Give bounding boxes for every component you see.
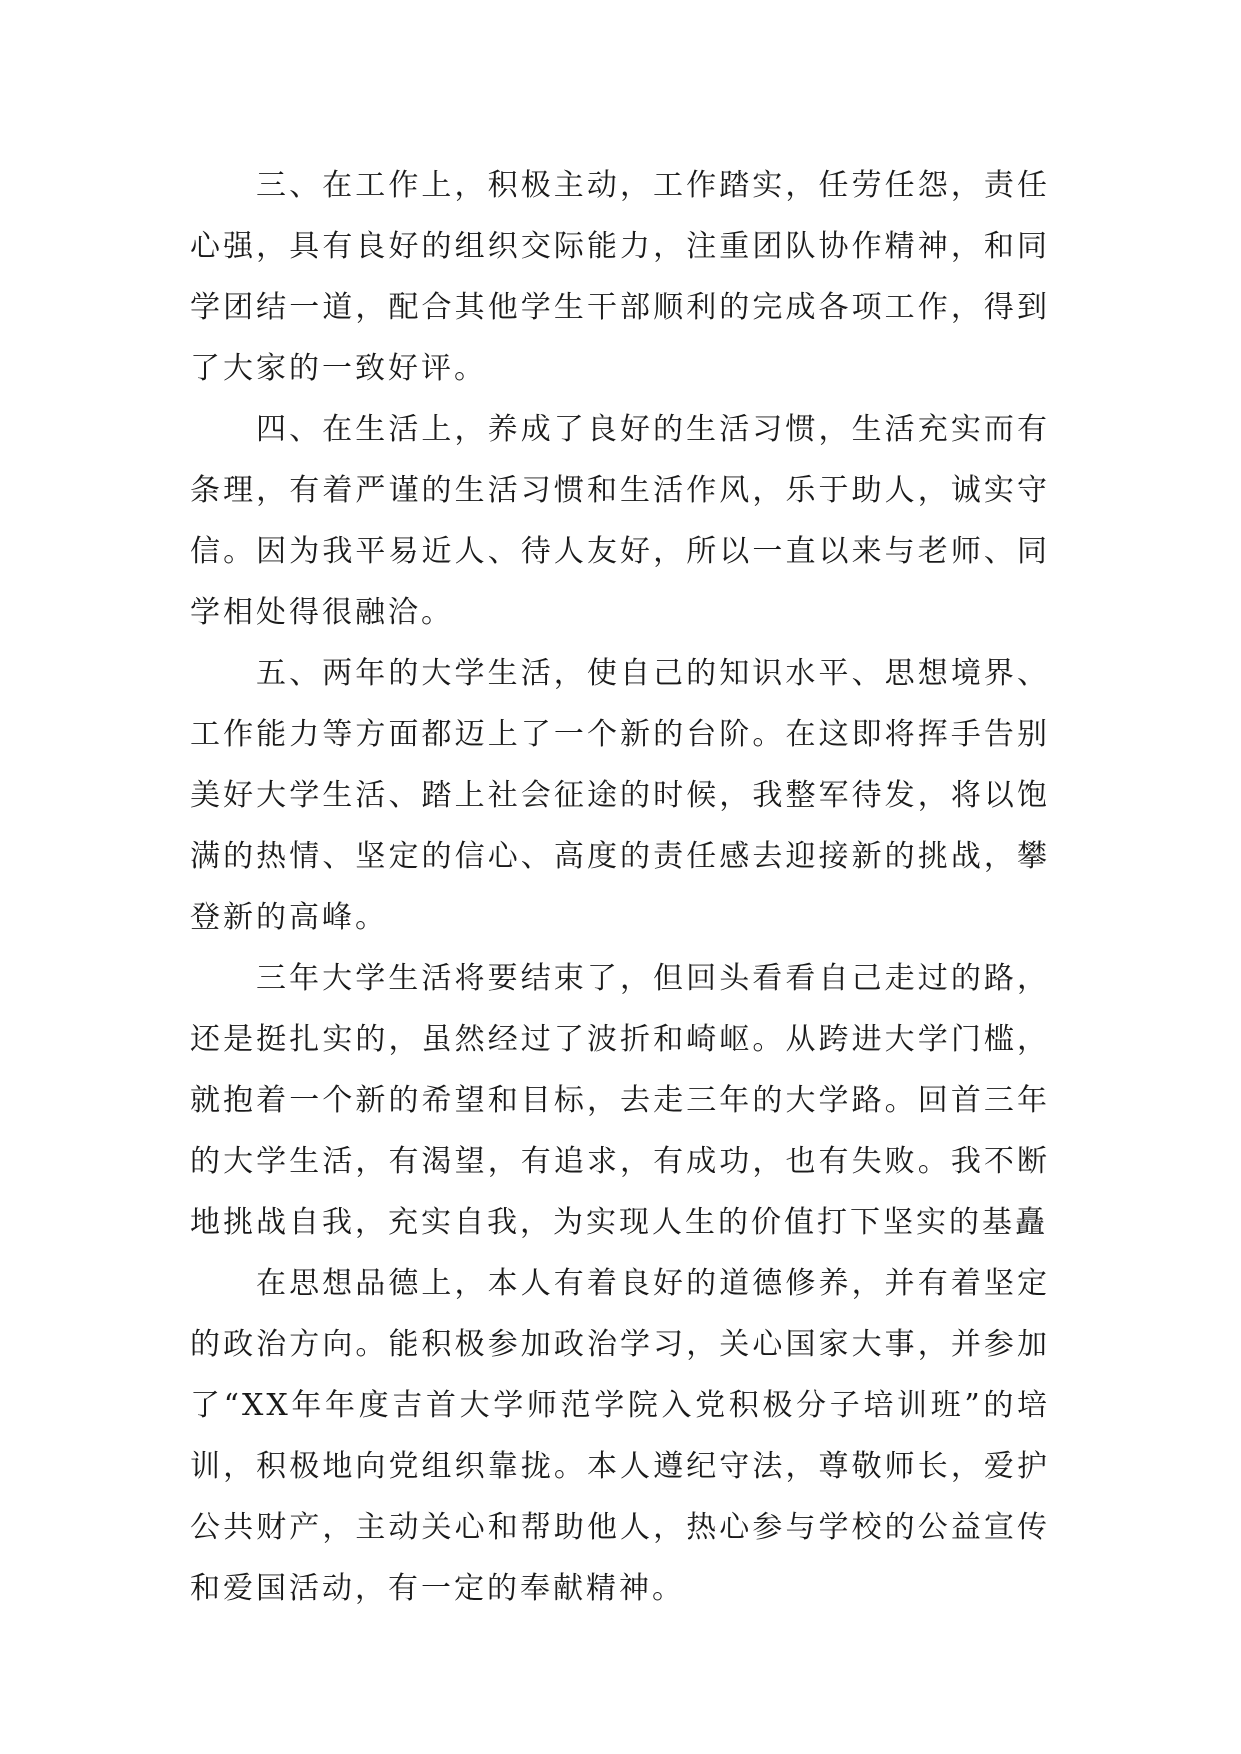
paragraph-life: 四、在生活上，养成了良好的生活习惯，生活充实而有条理，有着严谨的生活习惯和生活作风，乐于助人，诚实守信。因为我平易近人、待人友好，所以一直以来与老师、同学相处得很融洽。 [190,412,1050,630]
document-body [190,155,1050,1619]
paragraph-review: 三年大学生活将要结束了，但回头看看自己走过的路，还是挺扎实的，虽然经过了波折和崎岖。从跨进大学门槛，就抱着一个新的希望和目标，去走三年的大学路。回首三年的大学生活，有渴望，有追求，有成功，也有失败。我不断地挑战自我，充实自我，为实现人生的价值打下坚实的基矗 [190,961,1050,1240]
paragraph-growth: 五、两年的大学生活，使自己的知识水平、思想境界、工作能力等方面都迈上了一个新的台阶。在这即将挥手告别美好大学生活、踏上社会征途的时候，我整军待发，将以饱满的热情、坚定的信心、高度的责任感去迎接新的挑战，攀登新的高峰。 [190,656,1050,935]
paragraph-ideology: 在思想品德上，本人有着良好的道德修养，并有着坚定的政治方向。能积极参加政治学习，关心国家大事，并参加了“XX年年度吉首大学师范学院入党积极分子培训班”的培训，积极地向党组织靠拢。本人遵纪守法，尊敬师长，爱护公共财产，主动关心和帮助他人，热心参与学校的公益宣传和爱国活动，有一定的奉献精神。 [190,1266,1050,1606]
paragraph-work: 三、在工作上，积极主动，工作踏实，任劳任怨，责任心强，具有良好的组织交际能力，注重团队协作精神，和同学团结一道，配合其他学生干部顺利的完成各项工作，得到了大家的一致好评。 [190,168,1050,386]
